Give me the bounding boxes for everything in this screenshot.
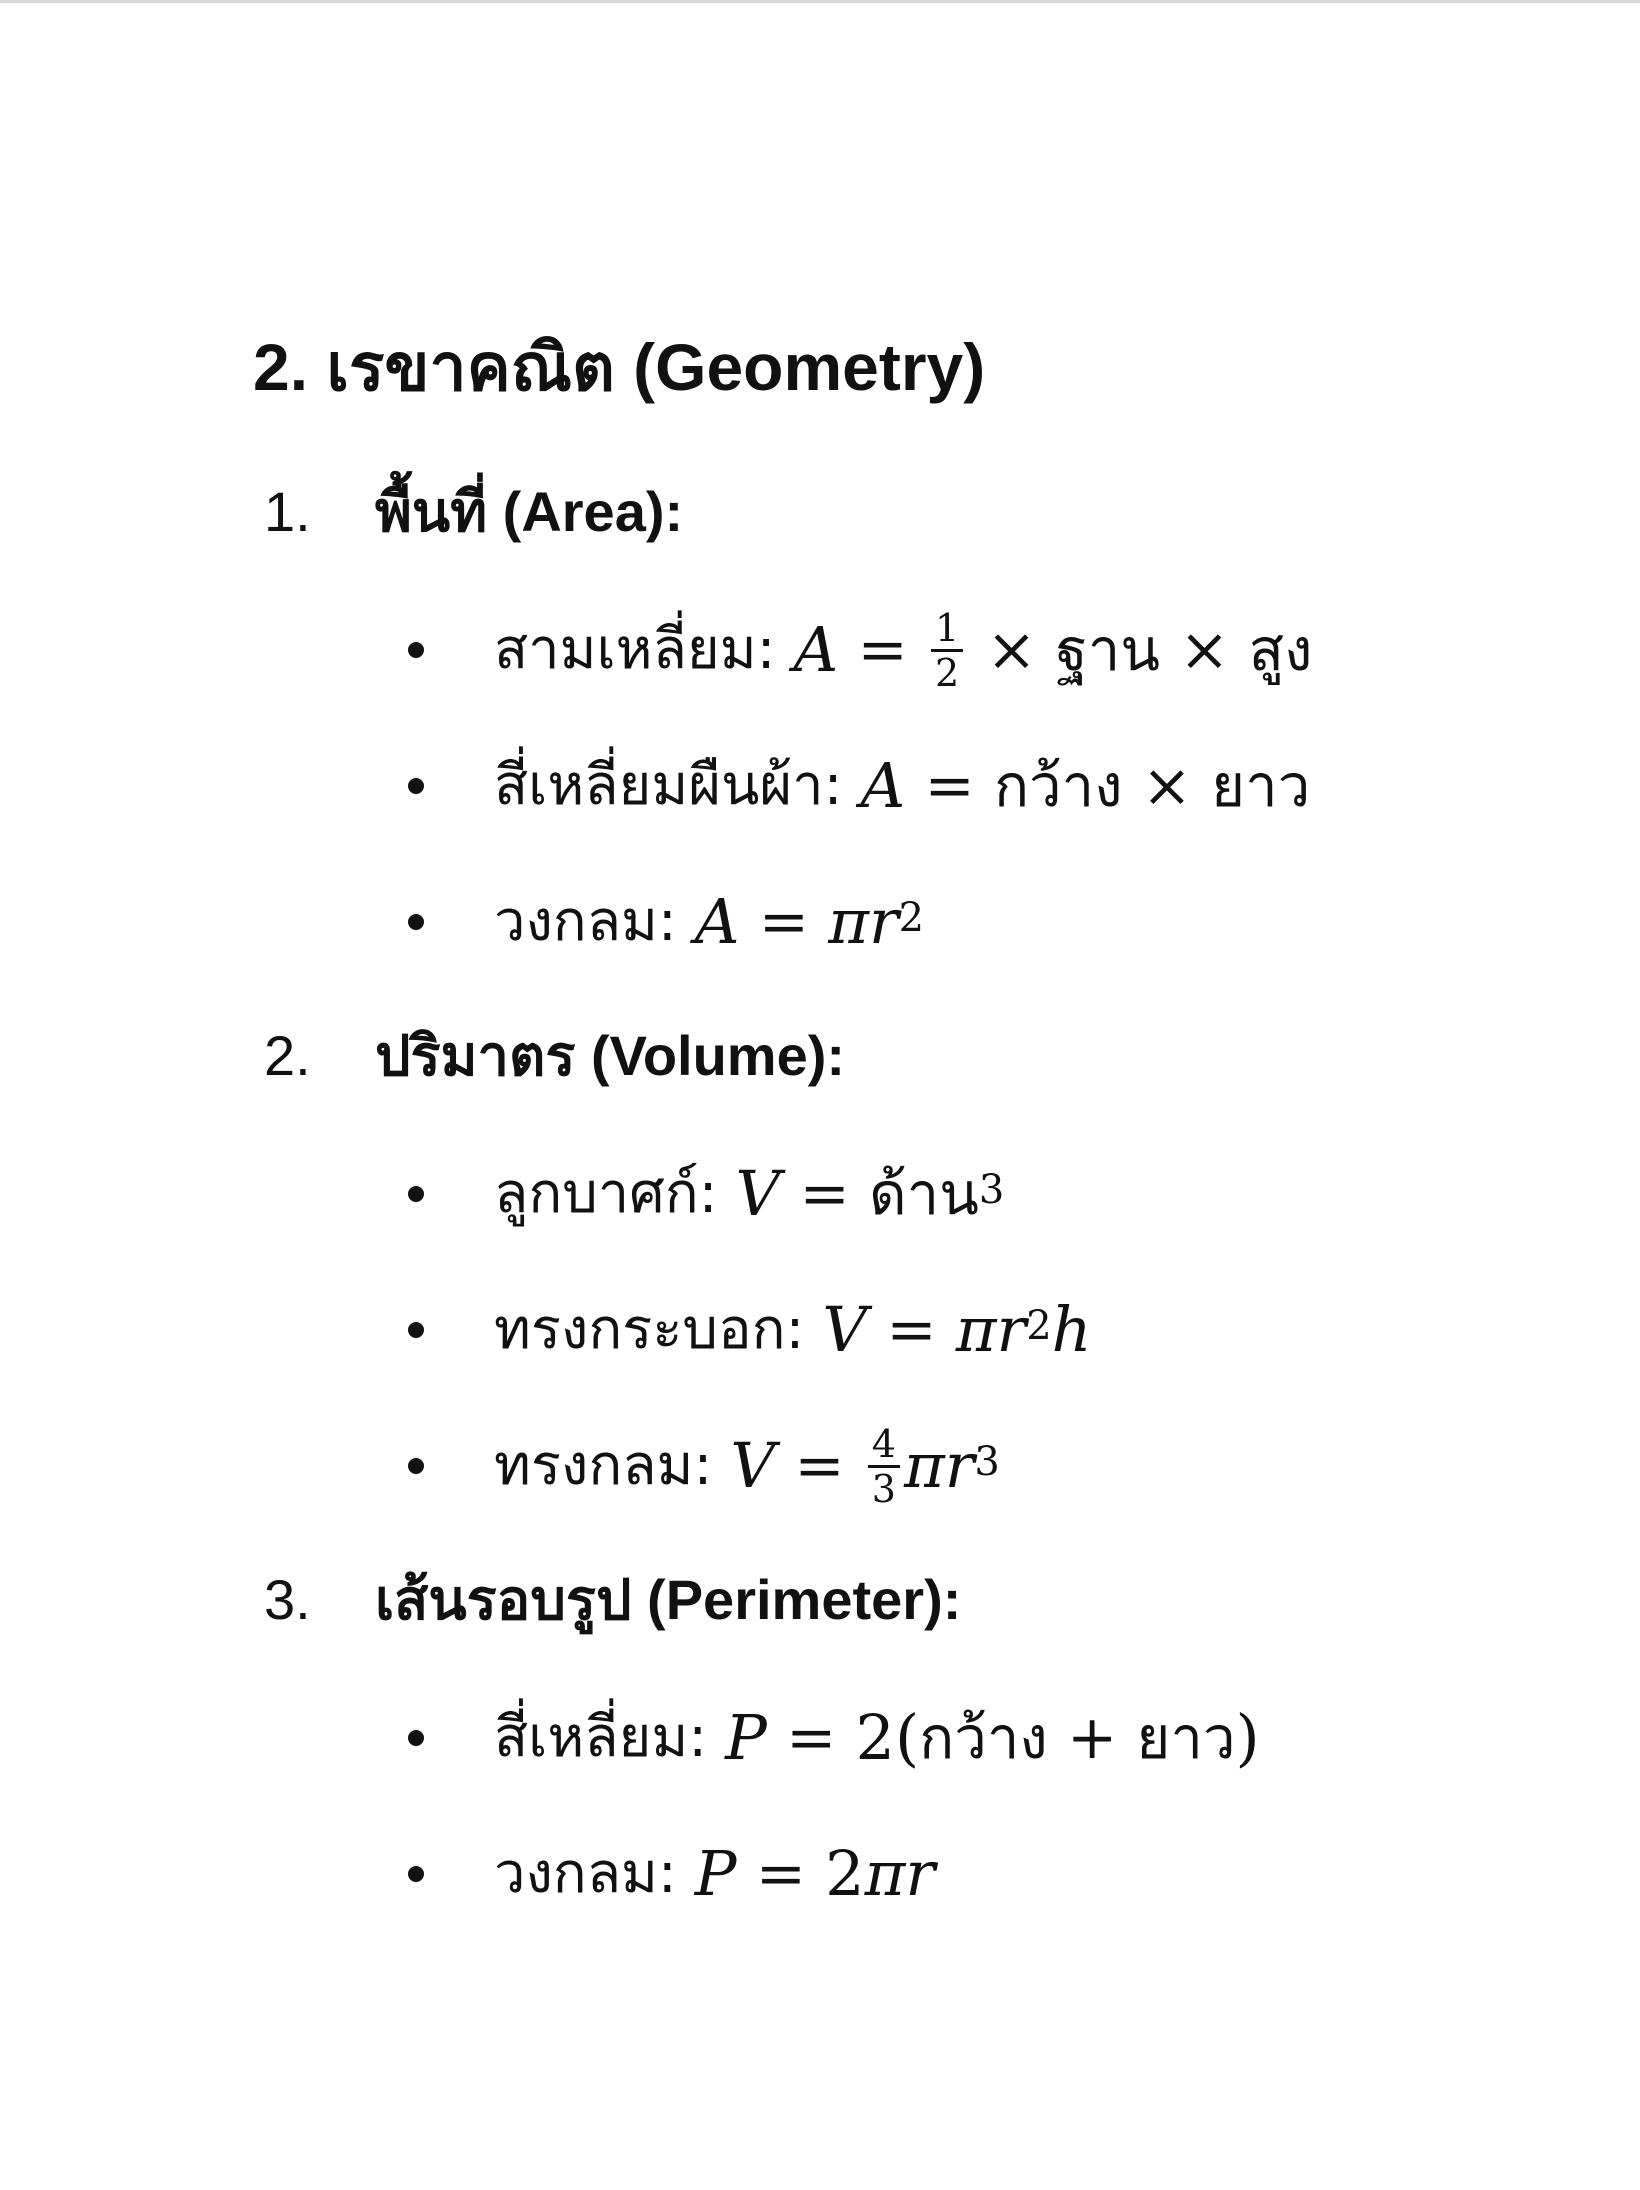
formula-row [494, 1826, 935, 1922]
equals-sign: = [799, 1159, 850, 1229]
term-pi-r: πr [864, 1837, 936, 1910]
term-pi-r: πr [955, 1293, 1027, 1366]
term-base: ฐาน [1055, 616, 1161, 684]
shape-label: ลูกบาศก์: [494, 1161, 718, 1226]
equals-sign: = [758, 887, 810, 957]
times-sign: × [1179, 615, 1230, 685]
formula-variable: P [694, 1837, 737, 1910]
formula-variable: P [725, 1701, 767, 1774]
formula-row [494, 738, 1310, 834]
bullet [408, 1730, 424, 1746]
formula-variable: A [860, 749, 906, 822]
term-pi-r: πr [903, 1429, 975, 1502]
shape-label: วงกลม: [494, 1841, 677, 1906]
term-height: สูง [1248, 616, 1313, 684]
section-number: 3. [264, 1568, 311, 1631]
formula-row: ทรงกระบอก: V = πr $^2$ h [494, 1282, 1092, 1378]
fraction [931, 607, 963, 694]
fraction [868, 1423, 900, 1510]
term-length: ยาว [1136, 1704, 1236, 1772]
equals-sign: = [924, 751, 975, 821]
formula-variable: A [793, 613, 839, 686]
shape-label: สี่เหลี่ยมผืนผ้า: [494, 753, 843, 818]
times-sign: × [1141, 751, 1192, 821]
shape-label: สามเหลี่ยม: [494, 617, 776, 682]
formula-row: วงกลม: A = πr $^2$ [494, 874, 924, 970]
term-length: ยาว [1211, 752, 1311, 820]
fraction-denominator: 2 [934, 650, 960, 695]
equals-sign: = [786, 1703, 837, 1773]
equals-sign: = [755, 1839, 806, 1909]
term-width: กว้าง [993, 752, 1123, 820]
term-h: h [1051, 1293, 1092, 1366]
bullet [408, 1458, 424, 1474]
term-two: 2 [825, 1837, 865, 1910]
fraction-numerator: 4 [868, 1423, 900, 1468]
section-number: 2. [264, 1024, 311, 1087]
term-width: กว้าง [919, 1704, 1048, 1772]
bullet [408, 1866, 424, 1882]
times-sign: × [986, 615, 1037, 685]
equals-sign: = [794, 1431, 845, 1501]
formula-row [494, 602, 1312, 698]
formula-variable: V [822, 1293, 868, 1366]
formula-row [494, 1690, 1260, 1786]
section-title: พื้นที่ (Area): [375, 480, 684, 543]
term-two-open: 2( [855, 1701, 920, 1774]
equals-sign: = [886, 1295, 937, 1365]
section-title: เส้นรอบรูป (Perimeter): [375, 1568, 962, 1631]
bullet [408, 642, 424, 658]
section-number: 1. [264, 480, 311, 543]
fraction-denominator: 3 [871, 1466, 896, 1511]
bullet [408, 778, 424, 794]
equals-sign: = [857, 615, 908, 685]
bullet [408, 1322, 424, 1338]
close-paren: ) [1235, 1701, 1260, 1774]
shape-label: สี่เหลี่ยม: [494, 1705, 708, 1770]
fraction-numerator: 1 [931, 607, 963, 652]
formula-variable: V [735, 1157, 781, 1230]
term-pi-r: πr [828, 885, 899, 958]
bullet [408, 1186, 424, 1202]
formula-row: ลูกบาศก์: V = ด้าน $^3$ [494, 1146, 1004, 1242]
formula-row: ทรงกลม: V = $\frac{4}{3}$ πr $^3$ [494, 1418, 1000, 1514]
term-side: ด้าน [868, 1160, 979, 1228]
shape-label: ทรงกลม: [494, 1433, 713, 1498]
formula-variable: V [730, 1429, 776, 1502]
shape-label: ทรงกระบอก: [494, 1297, 805, 1362]
formula-variable: A [694, 885, 740, 958]
bullet [408, 914, 424, 930]
page-heading: 2. เรขาคณิต (Geometry) [253, 330, 986, 404]
plus-sign: + [1066, 1703, 1118, 1773]
shape-label: วงกลม: [494, 889, 677, 954]
section-title: ปริมาตร (Volume): [375, 1024, 846, 1087]
